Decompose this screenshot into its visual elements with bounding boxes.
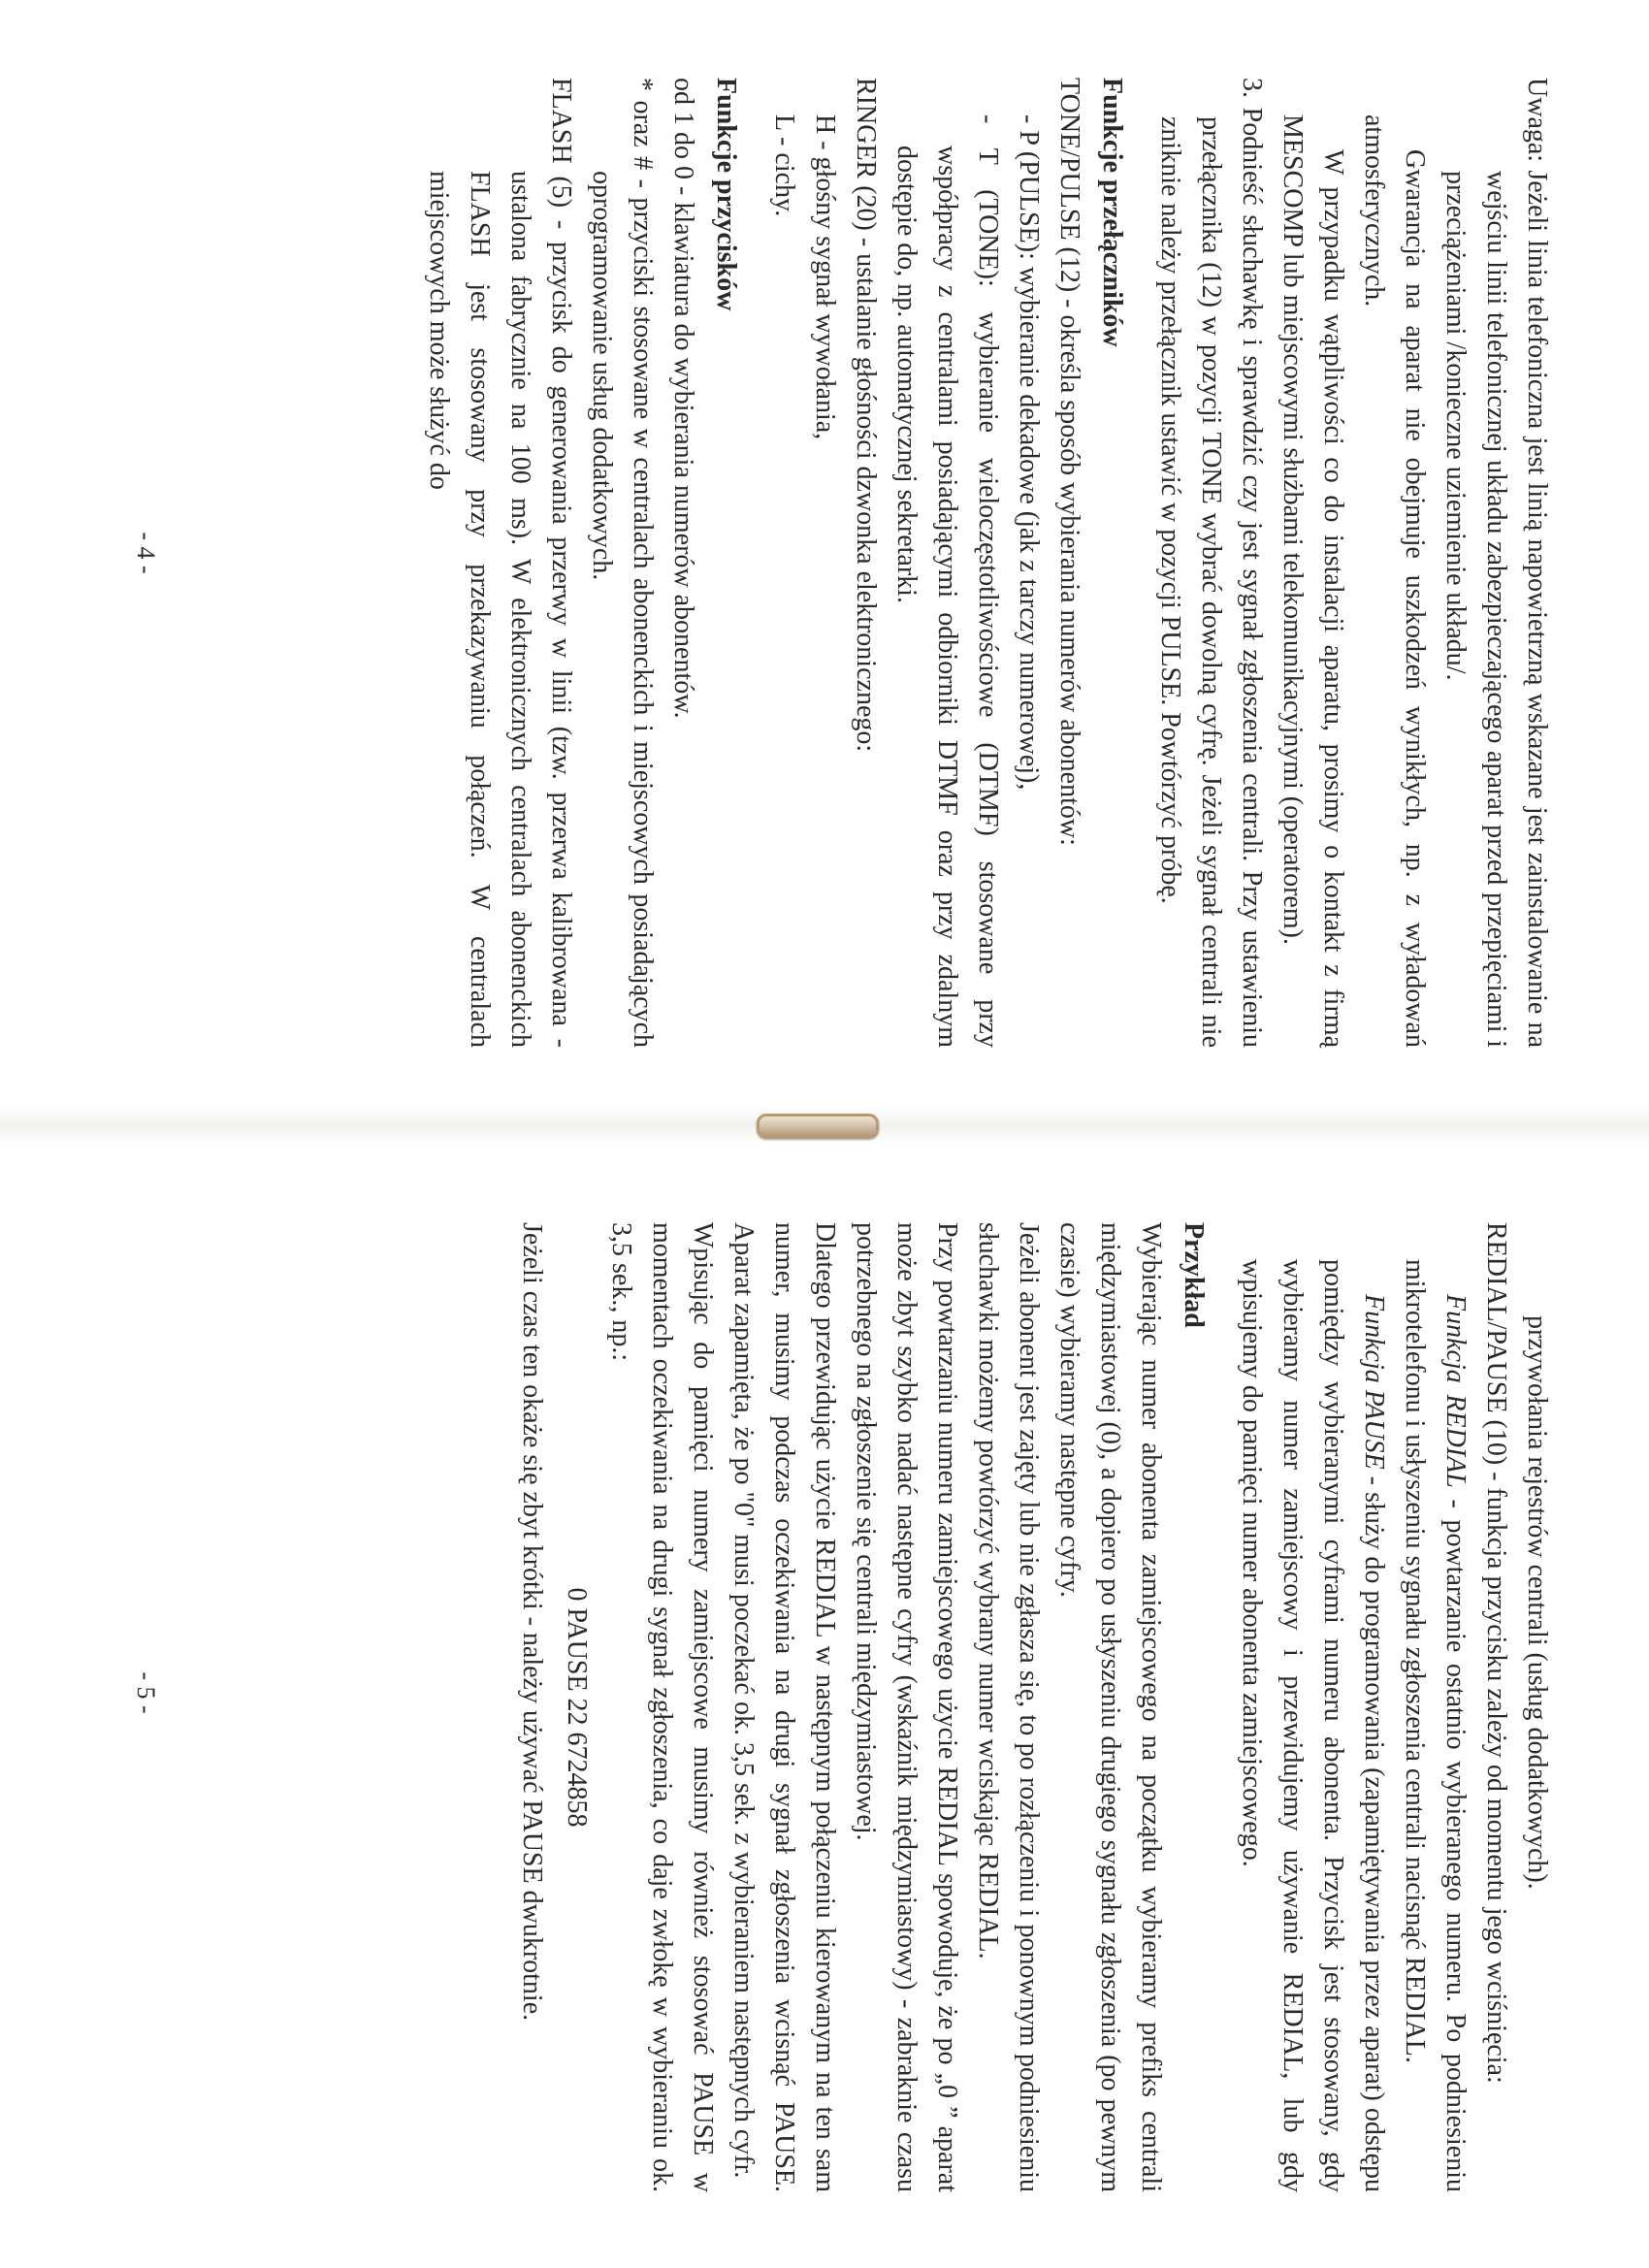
- warranty-paragraph: Gwarancja na aparat nie obejmuje uszkodzeń wynikłych, np. z wyładowań atmosferycznych.: [1359, 114, 1430, 1048]
- page-number-4: - 4 -: [132, 532, 160, 574]
- page-5: [213, 1222, 1557, 2192]
- star-hash-description: * oraz # - przyciski stosowane w centralach abonenckich i miejscowych posiadających oprogramowanie usług dodatkowych.: [587, 78, 658, 1048]
- heading-switch-functions: Funkcje przełączników: [1097, 78, 1127, 347]
- step-3-text: Podnieść słuchawkę i sprawdzić czy jest sygnał zgłoszenia centrali. Przy ustawieniu przełącznika (12) w pozycji TONE wybrać dowolną cyfrę. Jeżeli sygnał centrali nie zniknie należy przełącznik ustawić w pozycji PULSE. Powtórzyć próbę.: [1155, 107, 1267, 1049]
- ringer-description: RINGER (20) - ustalanie głośności dzwonka elektronicznego:: [851, 78, 881, 753]
- note-paragraph: [1435, 78, 1557, 1048]
- step-3-number: 3.: [1237, 78, 1267, 98]
- redial-function-text: - powtarzanie ostatnio wybieranego numeru. Po podniesieniu mikrotelefonu i usłyszeniu sygnału zgłoszenia centrali nacisnąć REDIAL.: [1400, 1259, 1471, 2192]
- example-paragraph-6: Jeżeli czas ten okaże się zbyt krótki - należy używać PAUSE dwukrotnie.: [517, 1222, 547, 2022]
- step-3: [1149, 78, 1272, 1048]
- contact-paragraph: W przypadku wątpliwości co do instalacji aparatu, prosimy o kontakt z firmą MESCOMP lub miejscowymi służbami telekomunikacyjnymi (operatorem).: [1277, 114, 1348, 1048]
- example-paragraph-1: Wybierając numer abonenta zamiejscowego na początku wybieramy prefiks centrali międzymiastowej (0), a dopiero po usłyszeniu drugiego sygnału zgłoszenia (po pewnym czasie) wybieramy następne cyfry.: [1054, 1222, 1166, 2192]
- example-paragraph-3: Przy powtarzaniu numeru zamiejscowego użycie REDIAL spowoduje, że po „0 ” aparat może zbyt szybko nadać następne cyfry (wskaźnik międzymiastowy) - zabraknie czasu potrzebnego na zgłoszenie się centrali międzymiastowej.: [851, 1222, 962, 2192]
- pulse-mode-item: - P (PULSE): wybieranie dekadowe (jak z tarczy numerowej),: [1014, 114, 1044, 791]
- pause-function-label: Funkcja PAUSE: [1359, 1294, 1389, 1470]
- flash-description: FLASH (5) - przycisk do generowania przerwy w linii (tzw. przerwa kalibrowana - ustalona fabrycznie na 100 ms). W elektronicznych centralach abonenckich FLASH jest stosowany przy przekazywaniu połączeń. W centralach miejscowych może służyć do: [424, 78, 576, 1048]
- redial-pause-description: REDIAL/PAUSE (10) - funkcja przycisku zależy od momentu jego wciśnięcia:: [1481, 1222, 1511, 2084]
- keypad-description: od 1 do 0 - klawiatura do wybierania numerów abonentów.: [668, 78, 698, 719]
- redial-function-label: Funkcja REDIAL: [1440, 1294, 1471, 1488]
- heading-example: Przykład: [1179, 1222, 1209, 1328]
- redial-function-paragraph: [1394, 1222, 1475, 2192]
- ringer-high-item: H - głośny sygnał wywołania,: [810, 114, 840, 440]
- staple: [757, 1114, 879, 1139]
- pause-function-text: - służy do programowania (zapamiętywania przez aparat) odstępu pomiędzy wybieranymi cyframi numeru abonenta. Przycisk jest stosowany, gdy wybieramy numer zamiejscowy i przewidujemy używanie REDIAL, lub gdy wpisujemy do pamięci numer abonenta zamiejscowego.: [1237, 1259, 1389, 2192]
- ringer-low-item: L - cichy.: [769, 114, 799, 217]
- flash-continuation: przywołania rejestrów centrali (usług dodatkowych).: [1522, 1315, 1552, 1890]
- example-paragraph-4: Dlatego przewidując użycie REDIAL w następnym połączeniu kierowanym na ten sam numer, musimy podczas oczekiwania na drugi sygnał zgłoszenia wcisnąć PAUSE. Aparat zapamięta, że po "0" musi poczekać ok. 3,5 sek. z wybieraniem następnych cyfr.: [728, 1222, 840, 2192]
- note-label: Uwaga:: [1522, 78, 1552, 163]
- page-number-5: - 5 -: [132, 1671, 160, 1714]
- tone-mode-item: - T (TONE): wybieranie wieloczęstotliwościowe (DTMF) stosowane przy współpracy z centralami posiadającymi odbiorniki DTMF oraz przy zdalnym dostępie do, np. automatycznej sekretarki.: [891, 114, 1003, 1048]
- note-text: Jeżeli linia telefoniczna jest linią napowietrzną wskazane jest zainstalowanie na wejściu linii telefonicznej układu zabezpieczającego aparat przed przepięciami i przeciążeniami /konieczne uziemienie układu/.: [1440, 170, 1552, 1048]
- example-number: 0 PAUSE 22 6724858: [562, 1587, 592, 1828]
- example-paragraph-5: Wpisując do pamięci numery zamiejscowe musimy również stosować PAUSE w momentach oczekiwania na drugi sygnał zgłoszenia, co daje zwłokę w wybieraniu ok. 3,5 sek., np.:: [606, 1222, 718, 2192]
- example-paragraph-2: Jeżeli abonent jest zajęty lub nie zgłasza się, to po rozłączeniu i ponownym podniesieniu słuchawki możemy powtórzyć wybrany numer wciskając REDIAL.: [973, 1222, 1044, 2192]
- pause-function-paragraph: [1231, 1222, 1394, 2192]
- tone-pulse-description: TONE/PULSE (12) - określa sposób wybierania numerów abonentów:: [1054, 78, 1084, 846]
- heading-button-functions: Funkcje przycisków: [711, 78, 741, 311]
- page-4: [213, 78, 1557, 1048]
